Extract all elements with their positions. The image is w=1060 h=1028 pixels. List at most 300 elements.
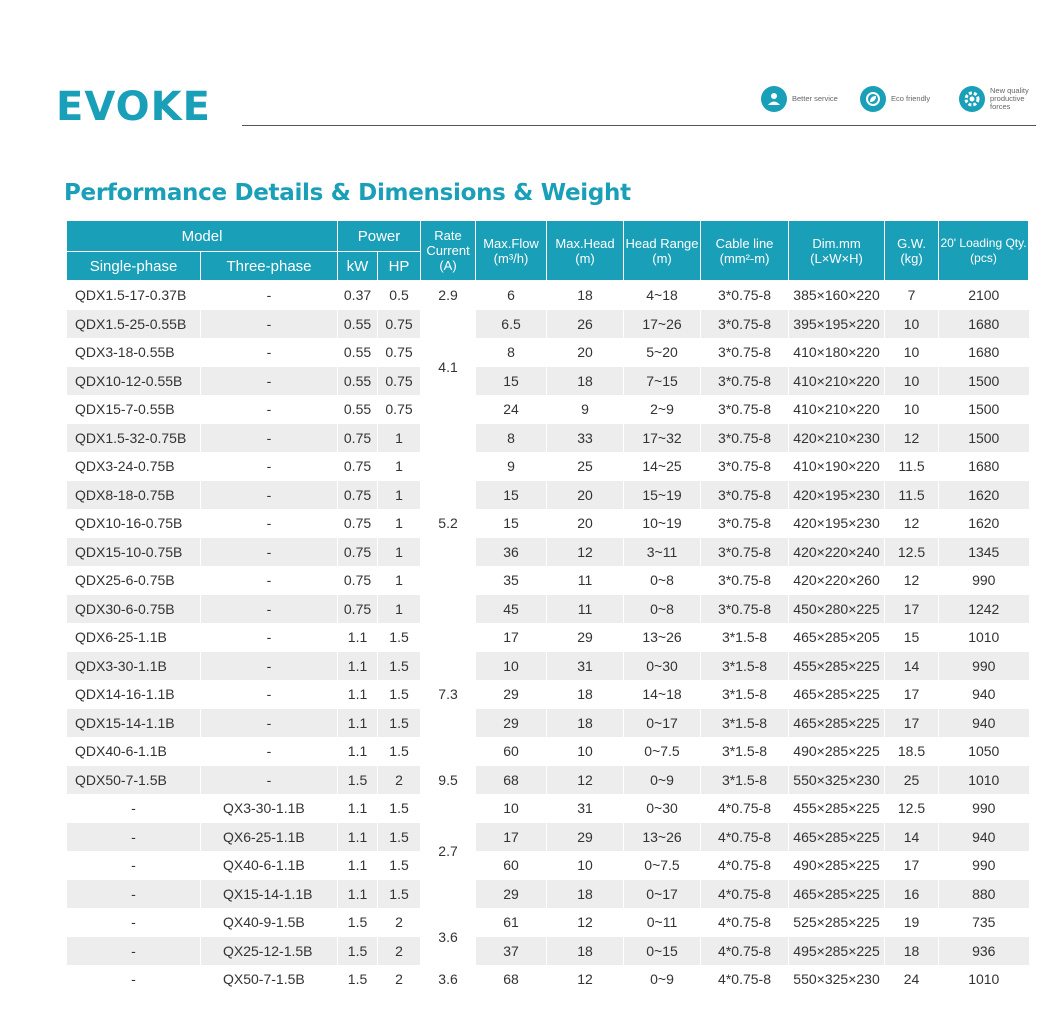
performance-table — [66, 220, 1029, 994]
cell-hp: 2 — [378, 766, 421, 795]
cell-loading-qty: 1680 — [939, 452, 1029, 481]
cell-loading-qty: 940 — [939, 709, 1029, 738]
badge-text: Better service — [792, 94, 838, 103]
cell-hp: 1 — [378, 424, 421, 453]
cell-cable-line: 3*0.75-8 — [701, 395, 789, 424]
cell-kw: 0.55 — [338, 338, 378, 367]
cell-gross-weight: 17 — [885, 680, 939, 709]
cell-single-phase: QDX10-16-0.75B — [67, 509, 201, 538]
cell-cable-line: 4*0.75-8 — [701, 823, 789, 852]
cell-loading-qty: 735 — [939, 908, 1029, 937]
cell-rate-current: 2.9 — [421, 281, 476, 310]
cell-loading-qty: 1680 — [939, 338, 1029, 367]
cell-gross-weight: 14 — [885, 823, 939, 852]
cell-three-phase: - — [201, 395, 338, 424]
cell-head-range: 0~17 — [624, 709, 701, 738]
cell-max-flow: 29 — [476, 709, 547, 738]
cell-max-flow: 60 — [476, 851, 547, 880]
cell-hp: 1 — [378, 481, 421, 510]
cell-gross-weight: 16 — [885, 880, 939, 909]
section-title: Performance Details & Dimensions & Weight — [64, 180, 631, 206]
cell-max-head: 26 — [547, 310, 624, 339]
cell-dimensions: 410×190×220 — [789, 452, 885, 481]
cell-hp: 1.5 — [378, 851, 421, 880]
cell-loading-qty: 880 — [939, 880, 1029, 909]
cell-kw: 1.5 — [338, 965, 378, 994]
cell-head-range: 7~15 — [624, 367, 701, 396]
badge-better-service — [761, 86, 840, 112]
cell-single-phase: QDX8-18-0.75B — [67, 481, 201, 510]
cell-dimensions: 550×325×230 — [789, 766, 885, 795]
cell-kw: 0.55 — [338, 395, 378, 424]
cell-cable-line: 3*0.75-8 — [701, 281, 789, 310]
cell-loading-qty: 1680 — [939, 310, 1029, 339]
cell-max-flow: 17 — [476, 623, 547, 652]
cell-max-head: 31 — [547, 794, 624, 823]
cell-head-range: 13~26 — [624, 623, 701, 652]
cell-dimensions: 410×210×220 — [789, 367, 885, 396]
cell-kw: 1.1 — [338, 652, 378, 681]
cell-gross-weight: 19 — [885, 908, 939, 937]
cell-three-phase: - — [201, 452, 338, 481]
cell-gross-weight: 12 — [885, 424, 939, 453]
cell-gross-weight: 12 — [885, 566, 939, 595]
table-row — [67, 937, 1029, 966]
cell-gross-weight: 12.5 — [885, 538, 939, 567]
cell-cable-line: 3*1.5-8 — [701, 766, 789, 795]
cell-three-phase: QX40-9-1.5B — [201, 908, 338, 937]
cell-cable-line: 3*1.5-8 — [701, 680, 789, 709]
table-row — [67, 538, 1029, 567]
table-row — [67, 623, 1029, 652]
table-row — [67, 680, 1029, 709]
cell-loading-qty: 1010 — [939, 623, 1029, 652]
cell-kw: 0.75 — [338, 452, 378, 481]
cell-gross-weight: 10 — [885, 395, 939, 424]
cell-loading-qty: 1500 — [939, 424, 1029, 453]
header-dimensions: Dim.mm (L×W×H) — [789, 221, 885, 281]
cell-three-phase: - — [201, 709, 338, 738]
cell-gross-weight: 15 — [885, 623, 939, 652]
cell-cable-line: 4*0.75-8 — [701, 965, 789, 994]
cell-rate-current: 3.6 — [421, 908, 476, 965]
cell-head-range: 17~26 — [624, 310, 701, 339]
cell-single-phase: QDX10-12-0.55B — [67, 367, 201, 396]
cell-hp: 0.75 — [378, 338, 421, 367]
cell-dimensions: 420×220×240 — [789, 538, 885, 567]
cell-gross-weight: 7 — [885, 281, 939, 310]
cell-three-phase: - — [201, 481, 338, 510]
cell-single-phase: - — [67, 937, 201, 966]
cell-cable-line: 3*0.75-8 — [701, 424, 789, 453]
header-max-flow: Max.Flow (m³/h) — [476, 221, 547, 281]
cell-max-flow: 61 — [476, 908, 547, 937]
cell-cable-line: 3*0.75-8 — [701, 338, 789, 367]
cell-hp: 1 — [378, 538, 421, 567]
cell-cable-line: 3*0.75-8 — [701, 310, 789, 339]
cell-single-phase: QDX6-25-1.1B — [67, 623, 201, 652]
cell-rate-current: 4.1 — [421, 310, 476, 424]
cell-max-flow: 17 — [476, 823, 547, 852]
cell-three-phase: QX50-7-1.5B — [201, 965, 338, 994]
cell-dimensions: 420×220×260 — [789, 566, 885, 595]
cell-max-flow: 10 — [476, 652, 547, 681]
cell-max-flow: 29 — [476, 680, 547, 709]
cell-kw: 0.75 — [338, 481, 378, 510]
cell-dimensions: 455×285×225 — [789, 794, 885, 823]
cell-head-range: 14~18 — [624, 680, 701, 709]
cell-dimensions: 455×285×225 — [789, 652, 885, 681]
cell-kw: 1.1 — [338, 709, 378, 738]
handshake-icon — [761, 86, 787, 112]
cell-hp: 0.5 — [378, 281, 421, 310]
cell-loading-qty: 1500 — [939, 367, 1029, 396]
cell-head-range: 0~17 — [624, 880, 701, 909]
table-body — [67, 281, 1029, 994]
cell-max-head: 29 — [547, 623, 624, 652]
header-power: Power — [338, 221, 421, 252]
cell-cable-line: 3*1.5-8 — [701, 652, 789, 681]
cell-loading-qty: 1010 — [939, 766, 1029, 795]
cell-gross-weight: 12.5 — [885, 794, 939, 823]
cell-loading-qty: 990 — [939, 851, 1029, 880]
cell-head-range: 13~26 — [624, 823, 701, 852]
cell-loading-qty: 1620 — [939, 509, 1029, 538]
cell-hp: 2 — [378, 965, 421, 994]
cell-kw: 0.55 — [338, 310, 378, 339]
evoke-logo: EVOKE — [56, 84, 211, 130]
cell-max-flow: 29 — [476, 880, 547, 909]
cell-loading-qty: 940 — [939, 680, 1029, 709]
cell-max-head: 12 — [547, 908, 624, 937]
cell-max-head: 18 — [547, 709, 624, 738]
cell-cable-line: 3*1.5-8 — [701, 737, 789, 766]
header-loading-qty: 20' Loading Qty. (pcs) — [939, 221, 1029, 281]
cell-single-phase: QDX30-6-0.75B — [67, 595, 201, 624]
cell-single-phase: QDX50-7-1.5B — [67, 766, 201, 795]
header-single-phase: Single-phase — [67, 252, 201, 281]
cell-kw: 0.75 — [338, 566, 378, 595]
header-three-phase: Three-phase — [201, 252, 338, 281]
cell-three-phase: - — [201, 509, 338, 538]
badge-new-quality — [959, 86, 1038, 112]
cell-max-flow: 68 — [476, 766, 547, 795]
cell-cable-line: 4*0.75-8 — [701, 851, 789, 880]
cell-three-phase: - — [201, 737, 338, 766]
cell-cable-line: 3*0.75-8 — [701, 538, 789, 567]
cell-max-head: 12 — [547, 538, 624, 567]
cell-hp: 0.75 — [378, 395, 421, 424]
cell-head-range: 0~8 — [624, 566, 701, 595]
table-row — [67, 965, 1029, 994]
cell-dimensions: 385×160×220 — [789, 281, 885, 310]
cell-loading-qty: 1345 — [939, 538, 1029, 567]
table-row — [67, 310, 1029, 339]
cell-max-flow: 35 — [476, 566, 547, 595]
cell-loading-qty: 1010 — [939, 965, 1029, 994]
cell-head-range: 15~19 — [624, 481, 701, 510]
cell-single-phase: QDX15-14-1.1B — [67, 709, 201, 738]
cell-max-head: 20 — [547, 338, 624, 367]
header-divider — [242, 125, 1036, 126]
cell-head-range: 2~9 — [624, 395, 701, 424]
cell-max-head: 12 — [547, 965, 624, 994]
cell-kw: 0.75 — [338, 595, 378, 624]
cell-cable-line: 4*0.75-8 — [701, 880, 789, 909]
cell-kw: 0.75 — [338, 509, 378, 538]
cell-max-flow: 6 — [476, 281, 547, 310]
cell-head-range: 0~30 — [624, 652, 701, 681]
header-kw: kW — [338, 252, 378, 281]
cell-loading-qty: 1242 — [939, 595, 1029, 624]
cell-hp: 1.5 — [378, 652, 421, 681]
cell-three-phase: - — [201, 766, 338, 795]
cell-loading-qty: 990 — [939, 794, 1029, 823]
cell-rate-current: 7.3 — [421, 623, 476, 766]
cell-max-flow: 15 — [476, 367, 547, 396]
cell-hp: 1 — [378, 595, 421, 624]
cell-cable-line: 3*0.75-8 — [701, 452, 789, 481]
table-row — [67, 281, 1029, 310]
header-cable-line: Cable line (mm²-m) — [701, 221, 789, 281]
cell-three-phase: QX15-14-1.1B — [201, 880, 338, 909]
cell-max-head: 10 — [547, 851, 624, 880]
cell-gross-weight: 14 — [885, 652, 939, 681]
header-head-range: Head Range (m) — [624, 221, 701, 281]
cell-cable-line: 3*0.75-8 — [701, 509, 789, 538]
cell-gross-weight: 11.5 — [885, 452, 939, 481]
cell-kw: 0.37 — [338, 281, 378, 310]
cell-head-range: 0~30 — [624, 794, 701, 823]
cell-single-phase: QDX40-6-1.1B — [67, 737, 201, 766]
table-row — [67, 794, 1029, 823]
cell-dimensions: 465×285×225 — [789, 823, 885, 852]
cell-three-phase: QX40-6-1.1B — [201, 851, 338, 880]
cell-kw: 1.5 — [338, 937, 378, 966]
cell-three-phase: - — [201, 310, 338, 339]
cell-max-flow: 45 — [476, 595, 547, 624]
cell-three-phase: - — [201, 338, 338, 367]
cell-head-range: 5~20 — [624, 338, 701, 367]
cell-max-head: 18 — [547, 367, 624, 396]
cell-dimensions: 420×195×230 — [789, 509, 885, 538]
table-row — [67, 652, 1029, 681]
cell-max-flow: 60 — [476, 737, 547, 766]
cell-hp: 1 — [378, 566, 421, 595]
cell-three-phase: - — [201, 566, 338, 595]
cell-hp: 1.5 — [378, 623, 421, 652]
leaf-icon — [860, 86, 886, 112]
cell-max-flow: 36 — [476, 538, 547, 567]
cell-head-range: 10~19 — [624, 509, 701, 538]
cell-gross-weight: 24 — [885, 965, 939, 994]
cell-hp: 1 — [378, 509, 421, 538]
cell-max-head: 11 — [547, 566, 624, 595]
cell-single-phase: QDX25-6-0.75B — [67, 566, 201, 595]
cell-head-range: 0~11 — [624, 908, 701, 937]
cell-cable-line: 4*0.75-8 — [701, 794, 789, 823]
cell-hp: 2 — [378, 908, 421, 937]
cell-dimensions: 420×195×230 — [789, 481, 885, 510]
cell-single-phase: - — [67, 823, 201, 852]
cell-max-head: 31 — [547, 652, 624, 681]
cell-max-flow: 68 — [476, 965, 547, 994]
cell-hp: 1.5 — [378, 794, 421, 823]
cell-dimensions: 420×210×230 — [789, 424, 885, 453]
cell-kw: 0.75 — [338, 424, 378, 453]
cell-max-flow: 37 — [476, 937, 547, 966]
cell-max-head: 20 — [547, 481, 624, 510]
cell-hp: 2 — [378, 937, 421, 966]
cell-loading-qty: 990 — [939, 652, 1029, 681]
cell-head-range: 0~9 — [624, 766, 701, 795]
cell-max-flow: 15 — [476, 509, 547, 538]
cell-single-phase: QDX3-18-0.55B — [67, 338, 201, 367]
cell-head-range: 0~8 — [624, 595, 701, 624]
cell-max-flow: 15 — [476, 481, 547, 510]
cell-dimensions: 465×285×205 — [789, 623, 885, 652]
cell-max-flow: 24 — [476, 395, 547, 424]
cell-max-head: 12 — [547, 766, 624, 795]
cell-three-phase: - — [201, 652, 338, 681]
cell-gross-weight: 18 — [885, 937, 939, 966]
cell-three-phase: - — [201, 595, 338, 624]
cell-head-range: 4~18 — [624, 281, 701, 310]
gear-icon — [959, 86, 985, 112]
cell-gross-weight: 10 — [885, 310, 939, 339]
cell-single-phase: QDX15-10-0.75B — [67, 538, 201, 567]
cell-kw: 1.1 — [338, 623, 378, 652]
cell-dimensions: 525×285×225 — [789, 908, 885, 937]
cell-kw: 1.1 — [338, 794, 378, 823]
cell-head-range: 3~11 — [624, 538, 701, 567]
cell-loading-qty: 936 — [939, 937, 1029, 966]
cell-single-phase: QDX15-7-0.55B — [67, 395, 201, 424]
cell-gross-weight: 17 — [885, 851, 939, 880]
cell-loading-qty: 940 — [939, 823, 1029, 852]
cell-single-phase: QDX14-16-1.1B — [67, 680, 201, 709]
table-row — [67, 452, 1029, 481]
table-row — [67, 737, 1029, 766]
cell-cable-line: 3*0.75-8 — [701, 595, 789, 624]
cell-three-phase: - — [201, 538, 338, 567]
cell-gross-weight: 17 — [885, 595, 939, 624]
table-row — [67, 851, 1029, 880]
cell-three-phase: - — [201, 680, 338, 709]
table-row — [67, 424, 1029, 453]
cell-hp: 0.75 — [378, 367, 421, 396]
cell-three-phase: QX3-30-1.1B — [201, 794, 338, 823]
cell-max-head: 25 — [547, 452, 624, 481]
cell-hp: 1.5 — [378, 709, 421, 738]
cell-max-flow: 6.5 — [476, 310, 547, 339]
cell-loading-qty: 1050 — [939, 737, 1029, 766]
cell-kw: 1.1 — [338, 823, 378, 852]
cell-max-head: 9 — [547, 395, 624, 424]
cell-max-head: 18 — [547, 281, 624, 310]
cell-hp: 0.75 — [378, 310, 421, 339]
cell-cable-line: 3*0.75-8 — [701, 367, 789, 396]
cell-single-phase: QDX1.5-32-0.75B — [67, 424, 201, 453]
cell-max-flow: 10 — [476, 794, 547, 823]
cell-loading-qty: 990 — [939, 566, 1029, 595]
cell-hp: 1.5 — [378, 823, 421, 852]
cell-head-range: 14~25 — [624, 452, 701, 481]
cell-head-range: 17~32 — [624, 424, 701, 453]
cell-single-phase: QDX1.5-25-0.55B — [67, 310, 201, 339]
cell-max-head: 11 — [547, 595, 624, 624]
cell-three-phase: - — [201, 623, 338, 652]
cell-cable-line: 3*0.75-8 — [701, 566, 789, 595]
cell-dimensions: 465×285×225 — [789, 680, 885, 709]
cell-kw: 1.1 — [338, 737, 378, 766]
cell-max-head: 10 — [547, 737, 624, 766]
cell-gross-weight: 10 — [885, 367, 939, 396]
cell-dimensions: 465×285×225 — [789, 709, 885, 738]
cell-single-phase: QDX3-30-1.1B — [67, 652, 201, 681]
cell-single-phase: - — [67, 965, 201, 994]
table-row — [67, 595, 1029, 624]
cell-max-head: 18 — [547, 880, 624, 909]
cell-dimensions: 410×180×220 — [789, 338, 885, 367]
cell-rate-current: 9.5 — [421, 766, 476, 795]
table-row — [67, 566, 1029, 595]
badge-text: New quality productive forces — [990, 86, 1029, 111]
cell-cable-line: 3*1.5-8 — [701, 623, 789, 652]
cell-cable-line: 4*0.75-8 — [701, 908, 789, 937]
cell-dimensions: 490×285×225 — [789, 851, 885, 880]
cell-dimensions: 495×285×225 — [789, 937, 885, 966]
table-row — [67, 880, 1029, 909]
cell-cable-line: 3*1.5-8 — [701, 709, 789, 738]
cell-gross-weight: 17 — [885, 709, 939, 738]
cell-max-head: 33 — [547, 424, 624, 453]
header-gross-weight: G.W. (kg) — [885, 221, 939, 281]
cell-rate-current: 5.2 — [421, 424, 476, 624]
cell-single-phase: QDX1.5-17-0.37B — [67, 281, 201, 310]
header-rate-current: Rate Current (A) — [421, 221, 476, 281]
table-row — [67, 509, 1029, 538]
header-hp: HP — [378, 252, 421, 281]
cell-max-flow: 8 — [476, 338, 547, 367]
cell-max-flow: 8 — [476, 424, 547, 453]
cell-kw: 1.1 — [338, 680, 378, 709]
cell-three-phase: - — [201, 367, 338, 396]
cell-gross-weight: 25 — [885, 766, 939, 795]
cell-gross-weight: 18.5 — [885, 737, 939, 766]
cell-loading-qty: 1620 — [939, 481, 1029, 510]
cell-max-flow: 9 — [476, 452, 547, 481]
header-max-head: Max.Head (m) — [547, 221, 624, 281]
cell-cable-line: 3*0.75-8 — [701, 481, 789, 510]
cell-three-phase: - — [201, 281, 338, 310]
cell-hp: 1 — [378, 452, 421, 481]
cell-kw: 1.5 — [338, 908, 378, 937]
badge-eco-friendly — [860, 86, 939, 112]
cell-gross-weight: 12 — [885, 509, 939, 538]
cell-gross-weight: 10 — [885, 338, 939, 367]
cell-gross-weight: 11.5 — [885, 481, 939, 510]
cell-kw: 0.55 — [338, 367, 378, 396]
cell-single-phase: - — [67, 794, 201, 823]
cell-three-phase: QX6-25-1.1B — [201, 823, 338, 852]
cell-cable-line: 4*0.75-8 — [701, 937, 789, 966]
table-row — [67, 367, 1029, 396]
cell-max-head: 18 — [547, 937, 624, 966]
cell-hp: 1.5 — [378, 680, 421, 709]
cell-rate-current: 3.6 — [421, 965, 476, 994]
table-row — [67, 395, 1029, 424]
